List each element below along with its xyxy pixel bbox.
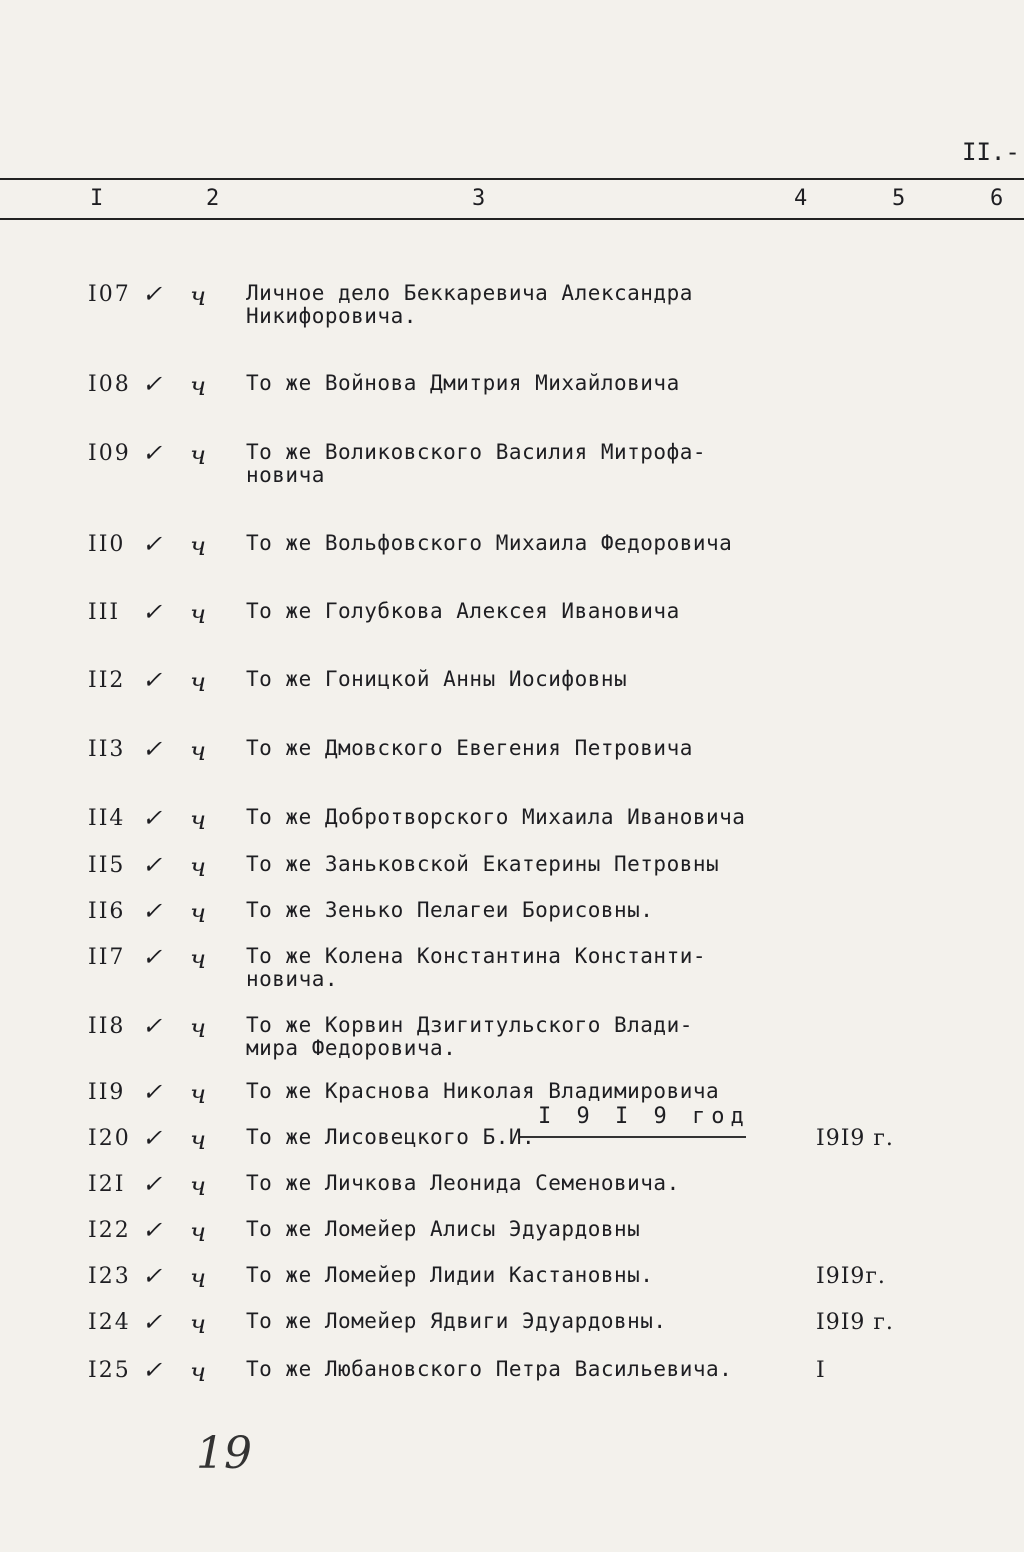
row-number: I25 — [88, 1358, 131, 1383]
row-description: То же Корвин Дзигитульского Влади- мира Федоровича. — [246, 1013, 693, 1060]
row-number: I24 — [88, 1310, 131, 1335]
header-bottom-rule — [0, 218, 1024, 220]
handwritten-mark: ч — [190, 737, 207, 767]
row-date: I9I9 г. — [816, 1126, 894, 1151]
header-col-4: 4 — [794, 186, 808, 211]
row-description: То же Голубкова Алексея Ивановича — [246, 599, 680, 623]
row-date: I — [816, 1358, 826, 1383]
handwritten-mark: ч — [190, 1264, 207, 1294]
handwritten-mark: ч — [190, 1218, 207, 1248]
row-number: I07 — [88, 282, 131, 307]
checkmark-icon: ✓ — [142, 1308, 163, 1336]
checkmark-icon: ✓ — [142, 1170, 163, 1198]
row-number: II6 — [88, 899, 126, 924]
row-description: То же Войнова Дмитрия Михайловича — [246, 371, 680, 395]
row-number: II7 — [88, 945, 126, 970]
header-col-2: 2 — [206, 186, 220, 211]
row-description: То же Вольфовского Михаила Федоровича — [246, 531, 733, 555]
page-number: II.- — [962, 138, 1020, 166]
row-number: II2 — [88, 668, 126, 693]
checkmark-icon: ✓ — [142, 1078, 163, 1106]
checkmark-icon: ✓ — [142, 530, 163, 558]
row-description: То же Колена Константина Константи- новича. — [246, 944, 707, 991]
strikethrough-line — [520, 1136, 746, 1138]
row-number: II0 — [88, 532, 126, 557]
checkmark-icon: ✓ — [142, 439, 163, 467]
checkmark-icon: ✓ — [142, 897, 163, 925]
header-col-6: 6 — [990, 186, 1004, 211]
row-description: То же Добротворского Михаила Ивановича — [246, 805, 746, 829]
handwritten-mark: ч — [190, 668, 207, 698]
checkmark-icon: ✓ — [142, 666, 163, 694]
row-description: То же Лисовецкого Б.И. — [246, 1125, 536, 1149]
row-description: То же Краснова Николая Владимировича — [246, 1079, 720, 1103]
row-number: I09 — [88, 441, 131, 466]
row-number: I20 — [88, 1126, 131, 1151]
row-number: I2I — [88, 1172, 126, 1197]
row-description: То же Дмовского Евегения Петровича — [246, 736, 693, 760]
handwritten-mark: ч — [190, 1358, 207, 1388]
header-top-rule — [0, 178, 1024, 180]
row-number: II4 — [88, 806, 126, 831]
row-number: I08 — [88, 372, 131, 397]
row-number: I22 — [88, 1218, 131, 1243]
handwritten-mark: ч — [190, 945, 207, 975]
row-description: То же Любановского Петра Васильевича. — [246, 1357, 733, 1381]
handwritten-mark: ч — [190, 282, 207, 312]
header-col-3: 3 — [472, 186, 486, 211]
row-description: То же Заньковской Екатерины Петровны — [246, 852, 720, 876]
checkmark-icon: ✓ — [142, 1356, 163, 1384]
checkmark-icon: ✓ — [142, 1216, 163, 1244]
row-description: То же Ломейер Ядвиги Эдуардовны. — [246, 1309, 667, 1333]
row-description: То же Личкова Леонида Семеновича. — [246, 1171, 680, 1195]
handwritten-mark: ч — [190, 600, 207, 630]
handwritten-mark: ч — [190, 372, 207, 402]
checkmark-icon: ✓ — [142, 735, 163, 763]
checkmark-icon: ✓ — [142, 851, 163, 879]
checkmark-icon: ✓ — [142, 598, 163, 626]
handwritten-mark: ч — [190, 806, 207, 836]
row-description: То же Воликовского Василия Митрофа- новича — [246, 440, 707, 487]
typed-year-note: I 9 I 9 год — [538, 1104, 750, 1129]
row-description: Личное дело Беккаревича Александра Никифоровича. — [246, 281, 693, 328]
row-number: II5 — [88, 853, 126, 878]
row-description: То же Ломейер Лидии Кастановны. — [246, 1263, 654, 1287]
checkmark-icon: ✓ — [142, 280, 163, 308]
handwritten-mark: ч — [190, 899, 207, 929]
handwritten-mark: ч — [190, 1080, 207, 1110]
pencil-page-count: 19 — [196, 1428, 252, 1479]
row-description: То же Зенько Пелагеи Борисовны. — [246, 898, 654, 922]
handwritten-mark: ч — [190, 441, 207, 471]
handwritten-mark: ч — [190, 853, 207, 883]
checkmark-icon: ✓ — [142, 804, 163, 832]
handwritten-mark: ч — [190, 1014, 207, 1044]
handwritten-mark: ч — [190, 1172, 207, 1202]
row-number: II9 — [88, 1080, 126, 1105]
checkmark-icon: ✓ — [142, 1012, 163, 1040]
header-col-5: 5 — [892, 186, 906, 211]
handwritten-mark: ч — [190, 1310, 207, 1340]
row-number: II8 — [88, 1014, 126, 1039]
handwritten-mark: ч — [190, 1126, 207, 1156]
checkmark-icon: ✓ — [142, 1124, 163, 1152]
row-number: III — [88, 600, 121, 625]
handwritten-mark: ч — [190, 532, 207, 562]
header-col-1: I — [90, 186, 104, 211]
row-number: II3 — [88, 737, 126, 762]
row-number: I23 — [88, 1264, 131, 1289]
checkmark-icon: ✓ — [142, 1262, 163, 1290]
checkmark-icon: ✓ — [142, 943, 163, 971]
checkmark-icon: ✓ — [142, 370, 163, 398]
row-date: I9I9г. — [816, 1264, 886, 1289]
row-date: I9I9 г. — [816, 1310, 894, 1335]
row-description: То же Ломейер Алисы Эдуардовны — [246, 1217, 641, 1241]
row-description: То же Гоницкой Анны Иосифовны — [246, 667, 628, 691]
